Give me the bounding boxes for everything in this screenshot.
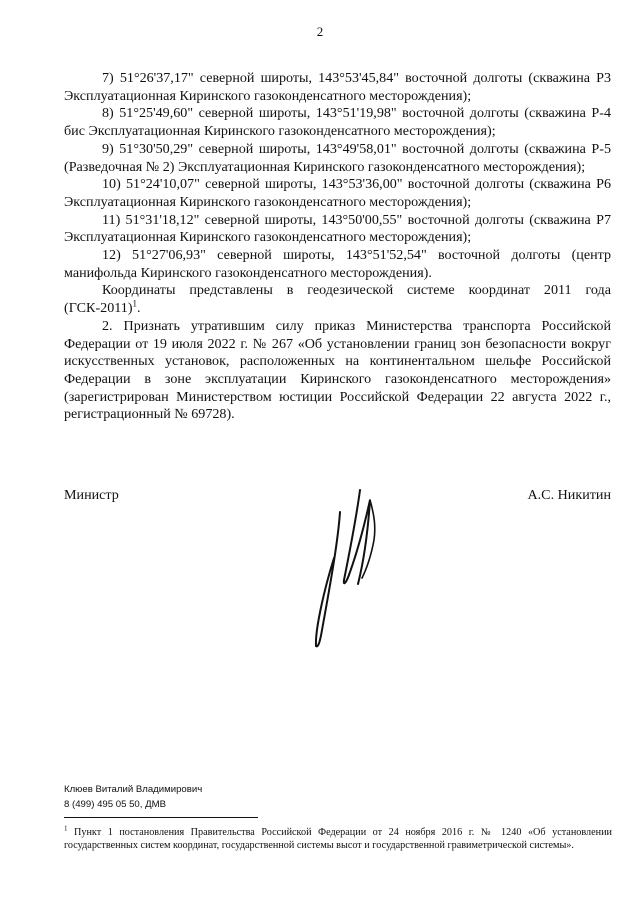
coordinate-item-9: 9) 51°30'50,29" северной широты, 143°49'58,01" восточной долготы (скважина Р-5 (Разведочная № 2) Эксплуатационная Киринского газоконденсатного месторождения); bbox=[64, 140, 611, 175]
document-body bbox=[64, 70, 611, 424]
coordinate-item-8: 8) 51°25'49,60" северной широты, 143°51'19,98" восточной долготы (скважина Р-4 бис Эксплуатационная Киринского газоконденсатного месторождения); bbox=[64, 105, 611, 140]
footnote-text: Пункт 1 постановления Правительства Российской Федерации от 24 ноября 2016 г. № 1240 «Об установлении государственных систем координат, государственной системы высот и государственной гравиметрической системы». bbox=[64, 827, 612, 851]
coordinate-item-10: 10) 51°24'10,07" северной широты, 143°53'36,00" восточной долготы (скважина Р6 Эксплуатационная Киринского газоконденсатного месторождения); bbox=[64, 176, 611, 210]
coordinate-system-note: Координаты представлены в геодезической системе координат 2011 года $(ГСК-2011)^1$. bbox=[64, 282, 611, 317]
footnote bbox=[64, 826, 612, 852]
signer-title: Министр bbox=[64, 487, 119, 503]
contact-block bbox=[64, 782, 202, 812]
signature-stroke-1 bbox=[316, 512, 340, 646]
item-2-repeal-order: 2. Признать утратившим силу приказ Министерства транспорта Российской Федерации от 19 июля 2022 г. № 267 «Об установлении границ зон безопасности вокруг искусственных установок, расположенных на континентальном шельфе Российской Федерации в зоне эксплуатации Киринского газоконденсатного месторождения» (зарегистрирован Министерством юстиции Российской Федерации 22 августа 2022 г., регистрационный № 69728). bbox=[64, 317, 611, 423]
footnote-reference: 1 bbox=[132, 298, 138, 309]
contact-name: Клюев Виталий Владимирович bbox=[64, 784, 203, 795]
coordinate-item-7: 7) 51°26'37,17" северной широты, 143°53'45,84" восточной долготы (скважина Р3 Эксплуатационная Киринского газоконденсатного месторождения); bbox=[64, 70, 611, 104]
page-number: 2 bbox=[316, 24, 324, 39]
footnote-marker: 1 bbox=[64, 824, 68, 833]
contact-phone: 8 (499) 495 05 50, ДМВ bbox=[64, 799, 166, 810]
footnote-divider bbox=[64, 817, 258, 818]
signer-name: А.С. Никитин bbox=[527, 487, 611, 503]
coordinate-system-text: Координаты представлены в геодезической системе координат 2011 года (ГСК-2011) bbox=[64, 282, 611, 317]
handwritten-signature bbox=[310, 480, 420, 650]
coordinate-item-11: 11) 51°31'18,12" северной широты, 143°50'00,55" восточной долготы (скважина Р7 Эксплуатационная Киринского газоконденсатного месторождения); bbox=[64, 211, 611, 246]
coordinate-item-12: 12) 51°27'06,93" северной широты, 143°51'52,54" восточной долготы (центр манифольда Киринского газоконденсатного месторождения). bbox=[64, 247, 611, 281]
